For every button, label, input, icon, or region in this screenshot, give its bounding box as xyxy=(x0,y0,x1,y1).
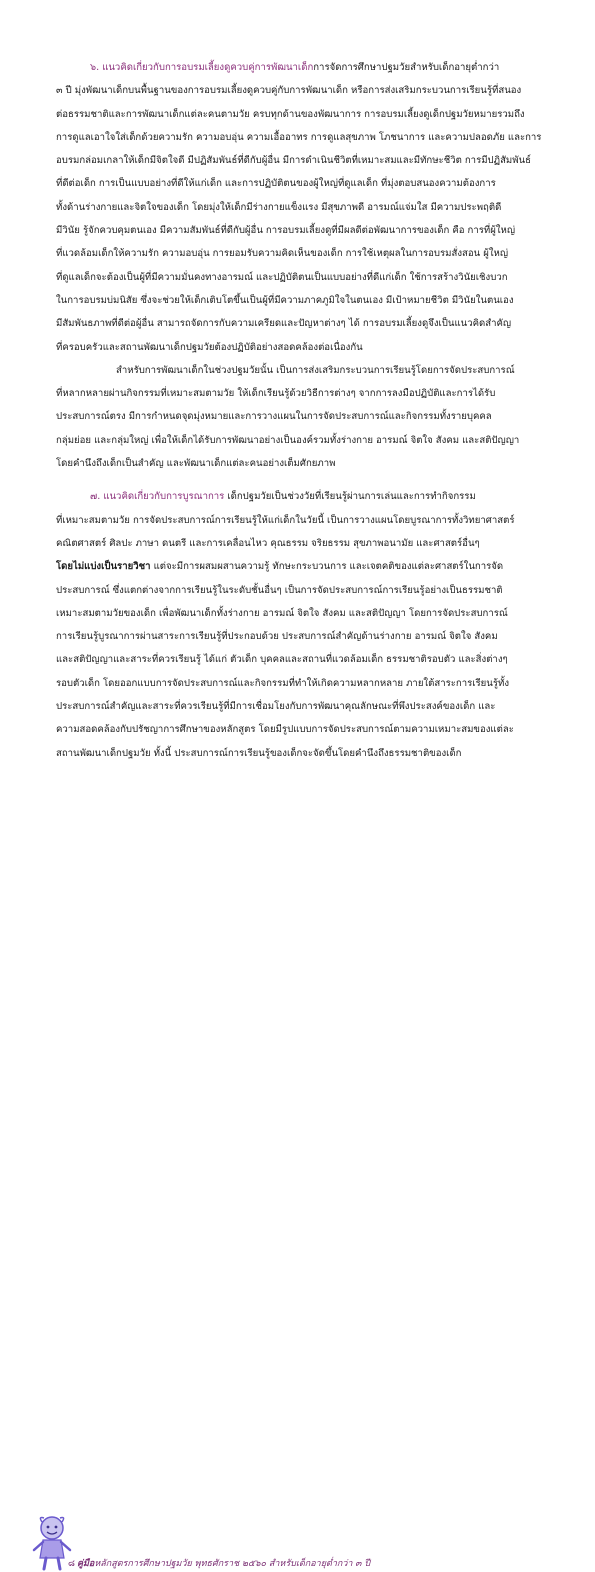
text-line: ที่ดีต่อเด็ก การเป็นแบบอย่างที่ดีให้แก่เด็ก และการปฏิบัติตนของผู้ใหญ่ที่ดูแลเด็ก ที่มุ่งตอบสนองความต้องการ xyxy=(56,178,496,190)
text-line: รอบตัวเด็ก โดยออกแบบการจัดประสบการณ์และกิจกรรมที่ทำให้เกิดความหลากหลาย ภายใต้สาระการเรียนรู้ทั้ง xyxy=(56,677,510,689)
text-line: กลุ่มย่อย และกลุ่มใหญ่ เพื่อให้เด็กได้รับการพัฒนาอย่างเป็นองค์รวมทั้งร่างกาย อารมณ์ จิตใจ สังคม และสติปัญญา xyxy=(56,434,520,446)
page-number: ๘ xyxy=(68,1559,75,1569)
text-line: ในการอบรมบ่มนิสัย ซึ่งจะช่วยให้เด็กเติบโตขึ้นเป็นผู้ที่มีความภาคภูมิใจในตนเอง มีเป้าหมายชีวิต มีวินัยในตนเอง xyxy=(56,294,514,306)
text-line: สถานพัฒนาเด็กปฐมวัย ทั้งนี้ ประสบการณ์การเรียนรู้ของเด็กจะจัดขึ้นโดยคำนึงถึงธรรมชาติของเด็ก xyxy=(56,747,462,759)
book-subtitle: หลักสูตรการศึกษาปฐมวัย พุทธศักราช ๒๕๖๐ สำหรับเด็กอายุต่ำกว่า ๓ ปี xyxy=(94,1559,371,1569)
section-6-paragraph xyxy=(56,56,558,359)
text-line: และสติปัญญาและสาระที่ควรเรียนรู้ ได้แก่ ตัวเด็ก บุคคลและสถานที่แวดล้อมเด็ก ธรรมชาติรอบตัว และสิ่งต่างๆ xyxy=(56,654,508,666)
text-line: ประสบการณ์ ซึ่งแตกต่างจากการเรียนรู้ในระดับชั้นอื่นๆ เป็นการจัดประสบการณ์การเรียนรู้อย่างเป็นธรรมชาติ xyxy=(56,584,503,596)
text-line: ทั้งด้านร่างกายและจิตใจของเด็ก โดยมุ่งให้เด็กมีร่างกายแข็งแรง มีสุขภาพดี อารมณ์แจ่มใส มีความประพฤติดี xyxy=(56,201,502,213)
text-line: การเรียนรู้บูรณาการผ่านสาระการเรียนรู้ที่ประกอบด้วย ประสบการณ์สำคัญด้านร่างกาย อารมณ์ จิตใจ สังคม xyxy=(56,631,498,643)
section-6-paragraph-2 xyxy=(56,359,558,475)
section-7-paragraph xyxy=(56,485,558,765)
text-line: ต่อธรรมชาติและการพัฒนาเด็กแต่ละคนตามวัย ครบทุกด้านของพัฒนาการ การอบรมเลี้ยงดูเด็กปฐมวัยหมายรวมถึง xyxy=(56,108,525,120)
text-line: มีวินัย รู้จักควบคุมตนเอง มีความสัมพันธ์ที่ดีกับผู้อื่น การอบรมเลี้ยงดูที่มีผลดีต่อพัฒนาการของเด็ก คือ การที่ผู้ใหญ่ xyxy=(56,225,516,237)
section-6-first-line xyxy=(56,56,558,79)
page-footer xyxy=(0,760,595,1569)
section-spacer xyxy=(56,475,558,485)
text-line: ที่เหมาะสมตามวัย การจัดประสบการณ์การเรียนรู้ให้แก่เด็กในวัยนี้ เป็นการวางแผนโดยบูรณาการทั้งวิทยาศาสตร์ xyxy=(56,514,515,526)
text-line: ประสบการณ์สำคัญและสาระที่ควรเรียนรู้ที่มีการเชื่อมโยงกับการพัฒนาคุณลักษณะที่พึงประสงค์ของเด็ก และ xyxy=(56,701,496,713)
text-line: การดูแลเอาใจใส่เด็กด้วยความรัก ความอบอุ่น ความเอื้ออาทร การดูแลสุขภาพ โภชนาการ และความปลอดภัย และการ xyxy=(56,131,542,143)
text-line: ความสอดคล้องกับปรัชญาการศึกษาของหลักสูตร โดยมีรูปแบบการจัดประสบการณ์ตามความเหมาะสมของแต่ละ xyxy=(56,724,514,736)
text-line: การจัดการศึกษาปฐมวัยสำหรับเด็กอายุต่ำกว่า xyxy=(313,62,500,73)
bold-phrase: โดยไม่แบ่งเป็นรายวิชา xyxy=(56,561,151,573)
text-line: คณิตศาสตร์ ศิลปะ ภาษา ดนตรี และการเคลื่อนไหว คุณธรรม จริยธรรม สุขภาพอนามัย และศาสตร์อื่นๆ xyxy=(56,537,480,549)
text-line: ประสบการณ์ตรง มีการกำหนดจุดมุ่งหมายและการวางแผนในการจัดประสบการณ์และกิจกรรมทั้งรายบุคคล xyxy=(56,411,492,423)
text-line: สำหรับการพัฒนาเด็กในช่วงปฐมวัยนั้น เป็นการส่งเสริมกระบวนการเรียนรู้โดยการจัดประสบการณ์ xyxy=(116,364,515,376)
text-line: อบรมกล่อมเกลาให้เด็กมีจิตใจดี มีปฏิสัมพันธ์ที่ดีกับผู้อื่น มีการดำเนินชีวิตที่เหมาะสมและมีทักษะชีวิต การมีปฏิสัมพันธ์ xyxy=(56,155,531,167)
page-body xyxy=(56,56,558,765)
footer-caption xyxy=(68,1556,370,1570)
text-line: แต่จะมีการผสมผสานความรู้ ทักษะกระบวนการ และเจตคติของแต่ละศาสตร์ในการจัด xyxy=(153,561,504,573)
text-line: ๓ ปี มุ่งพัฒนาเด็กบนพื้นฐานของการอบรมเลี้ยงดูควบคู่กับการพัฒนาเด็ก หรือการส่งเสริมกระบวนการเรียนรู้ที่สนอง xyxy=(56,85,522,97)
text-line: เหมาะสมตามวัยของเด็ก เพื่อพัฒนาเด็กทั้งร่างกาย อารมณ์ จิตใจ สังคม และสติปัญญา โดยการจัดประสบการณ์ xyxy=(56,607,508,619)
section-6-heading: ๖. แนวคิดเกี่ยวกับการอบรมเลี้ยงดูควบคู่การพัฒนาเด็ก xyxy=(90,62,314,73)
text-line: ที่หลากหลายผ่านกิจกรรมที่เหมาะสมตามวัย ให้เด็กเรียนรู้ด้วยวิธีการต่างๆ จากการลงมือปฏิบัติและการได้รับ xyxy=(56,388,496,400)
text-line: ที่ครอบครัวและสถานพัฒนาเด็กปฐมวัยต้องปฏิบัติอย่างสอดคล้องต่อเนื่องกัน xyxy=(56,341,363,353)
text-line: มีสัมพันธภาพที่ดีต่อผู้อื่น สามารถจัดการกับความเครียดและปัญหาต่างๆ ได้ การอบรมเลี้ยงดูจึงเป็นแนวคิดสำคัญ xyxy=(56,318,512,330)
text-line: โดยคำนึงถึงเด็กเป็นสำคัญ และพัฒนาเด็กแต่ละคนอย่างเต็มศักยภาพ xyxy=(56,458,336,470)
book-title: คู่มือ xyxy=(76,1559,95,1569)
section-7-heading: ๗. แนวคิดเกี่ยวกับการบูรณาการ xyxy=(90,491,225,503)
section-7-first-line xyxy=(56,485,558,508)
text-line-with-bold xyxy=(56,555,558,578)
text-line: เด็กปฐมวัยเป็นช่วงวัยที่เรียนรู้ผ่านการเล่นและการทำกิจกรรม xyxy=(224,491,476,503)
text-line: ที่ดูแลเด็กจะต้องเป็นผู้ที่มีความมั่นคงทางอารมณ์ และปฏิบัติตนเป็นแบบอย่างที่ดีแก่เด็ก ใช้การสร้างวินัยเชิงบวก xyxy=(56,271,508,283)
text-line: ที่แวดล้อมเด็กให้ความรัก ความอบอุ่น การยอมรับความคิดเห็นของเด็ก การใช้เหตุผลในการอบรมสั่งสอน ผู้ใหญ่ xyxy=(56,248,509,260)
